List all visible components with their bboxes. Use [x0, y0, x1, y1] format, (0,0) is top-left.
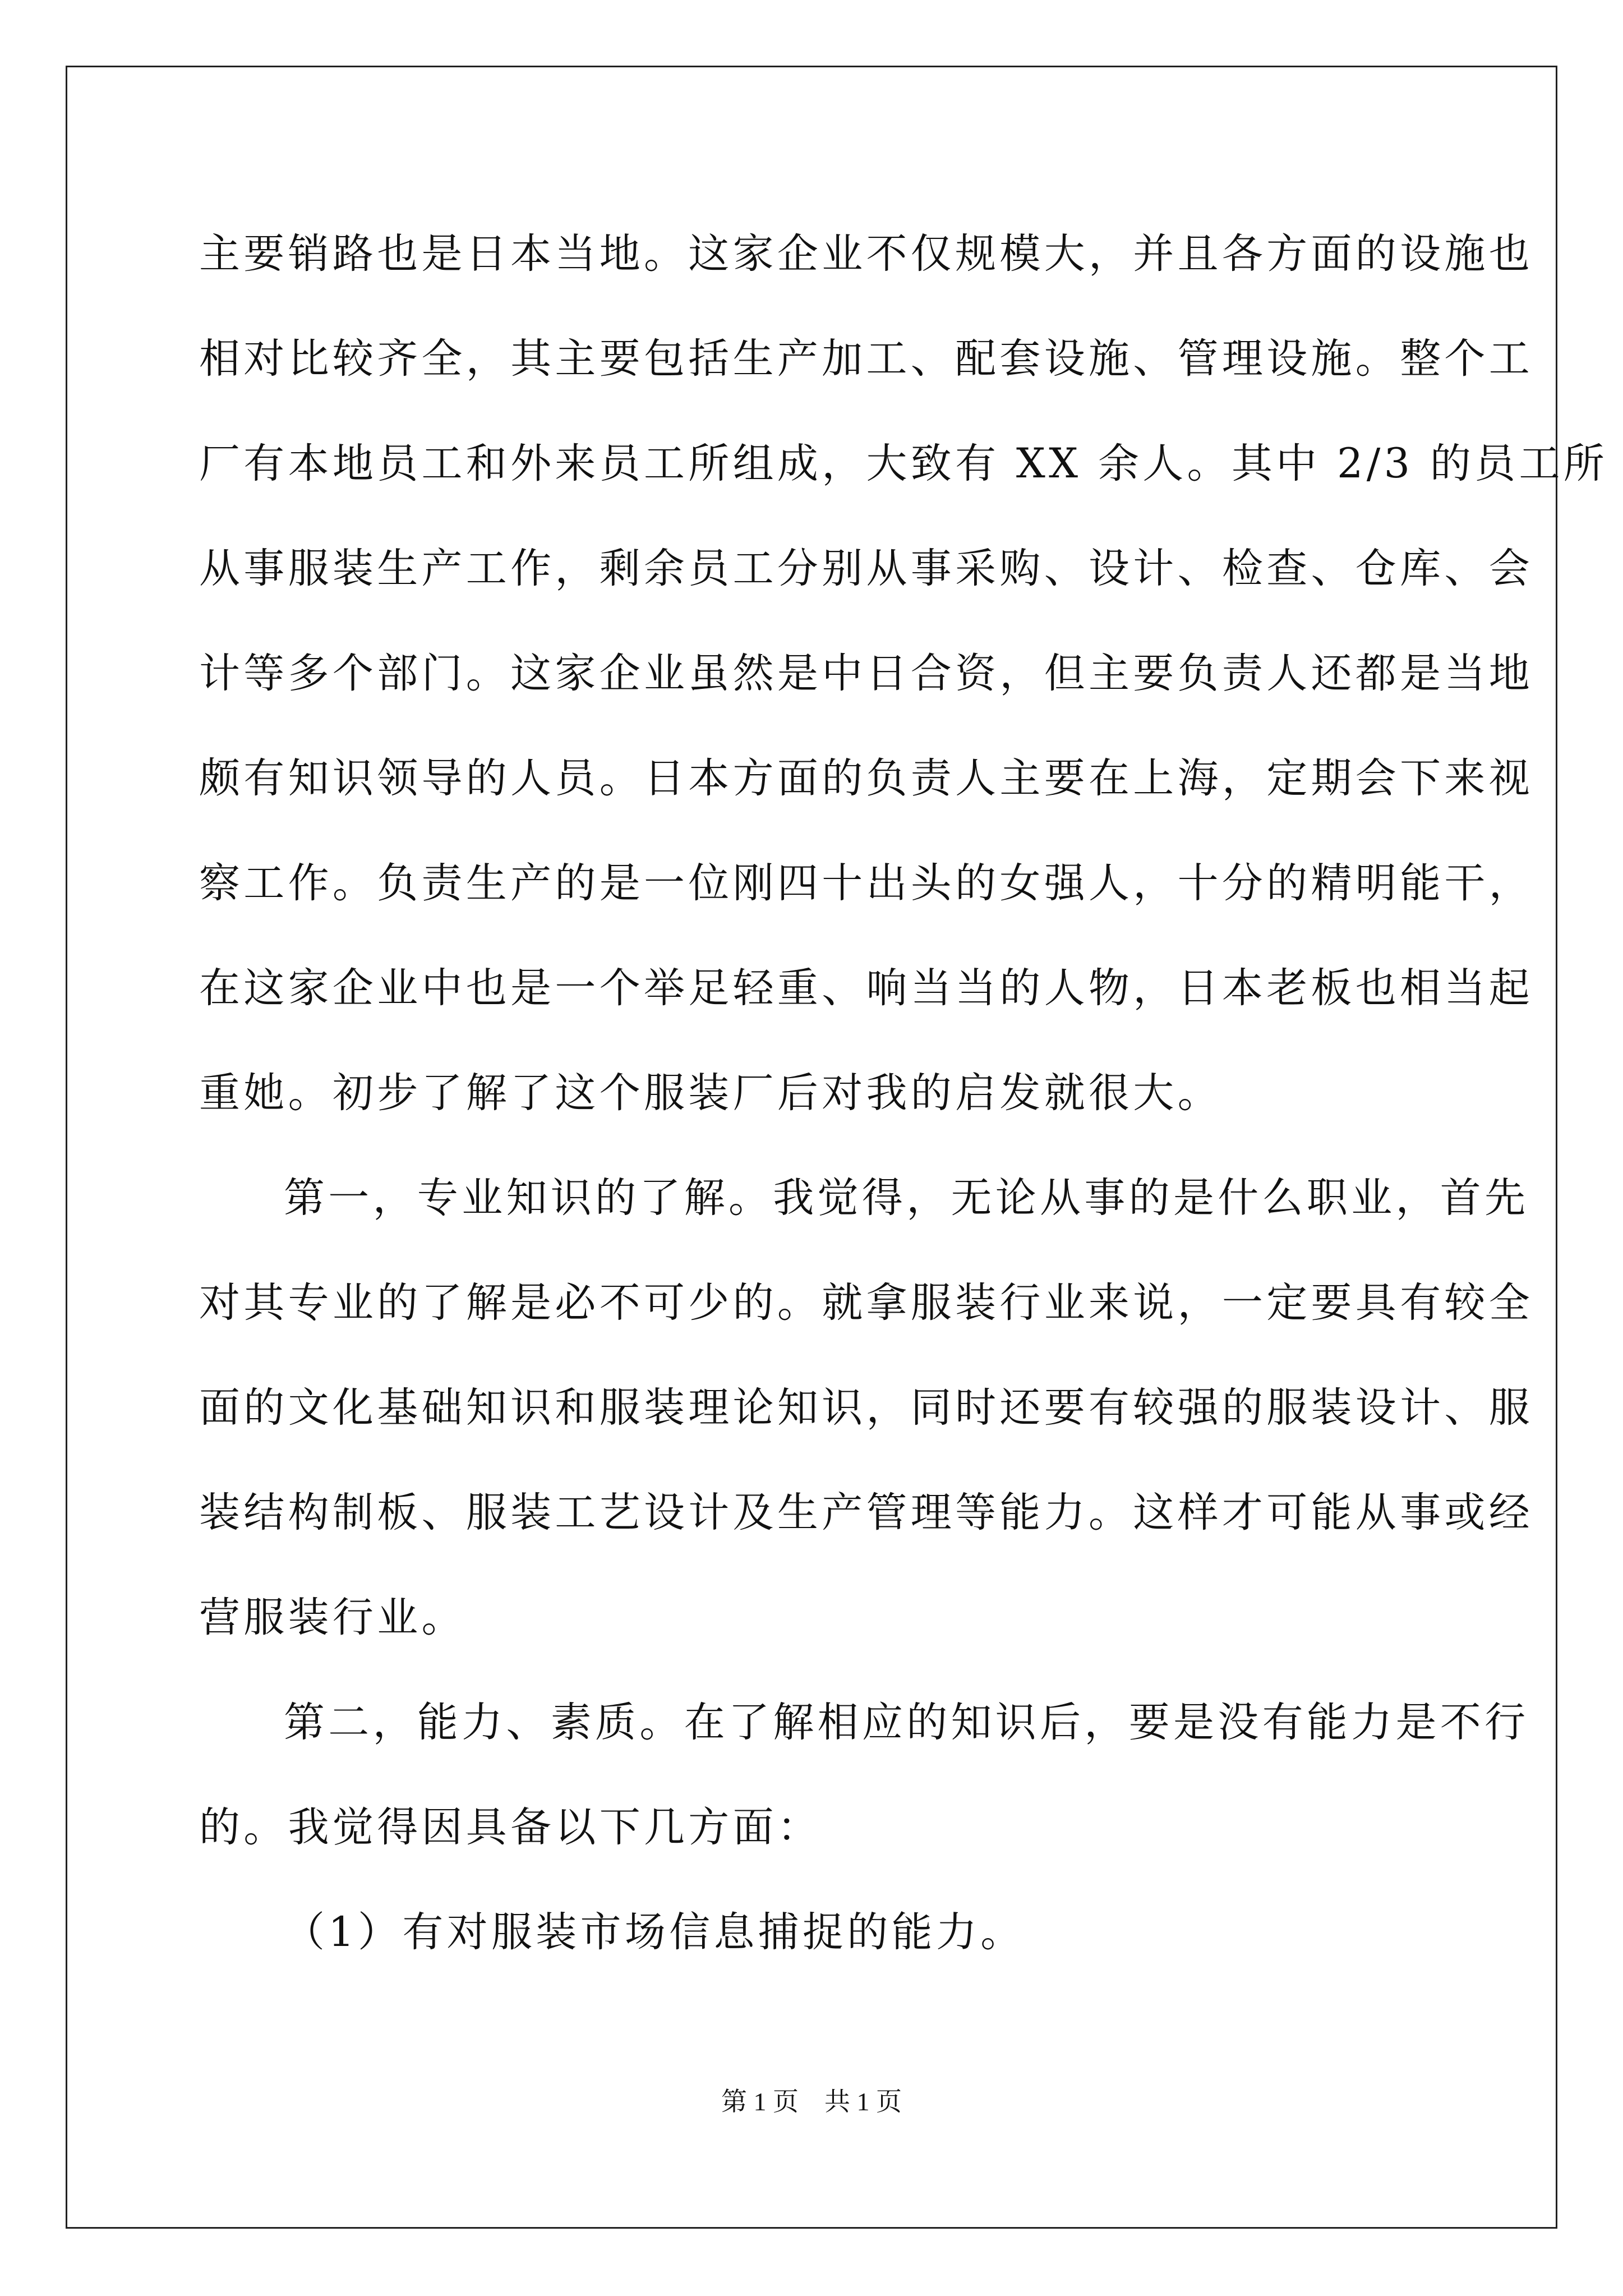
- text-line: 重她。初步了解了这个服装厂后对我的启发就很大。: [199, 1069, 1222, 1117]
- text-line: 面的文化基础知识和服装理论知识，同时还要有较强的服装设计、服: [199, 1384, 1533, 1432]
- text-line: 从事服装生产工作，剩余员工分别从事采购、设计、检查、仓库、会: [199, 545, 1533, 592]
- text-line: 装结构制板、服装工艺设计及生产管理等能力。这样才可能从事或经: [199, 1489, 1533, 1536]
- page-number-footer: 第 1 页 共 1 页: [721, 2087, 902, 2116]
- text-line: 主要销路也是日本当地。这家企业不仅规模大，并且各方面的设施也: [199, 230, 1533, 278]
- text-line: 察工作。负责生产的是一位刚四十出头的女强人，十分的精明能干，: [199, 859, 1533, 907]
- text-line: 在这家企业中也是一个举足轻重、响当当的人物，日本老板也相当起: [199, 964, 1533, 1012]
- text-line: 营服装行业。: [199, 1594, 466, 1641]
- text-line: 的。我觉得因具备以下几方面：: [199, 1803, 822, 1851]
- document-body: [199, 223, 1608, 2007]
- paragraph-first-line: 第一，专业知识的了解。我觉得，无论从事的是什么职业，首先: [284, 1174, 1529, 1222]
- paragraph-first-line: 第二，能力、素质。在了解相应的知识后，要是没有能力是不行: [284, 1699, 1529, 1746]
- text-line: 厂有本地员工和外来员工所组成，大致有 XX 余人。其中 2/3 的员工所: [199, 440, 1608, 487]
- text-line: 相对比较齐全，其主要包括生产加工、配套设施、管理设施。整个工: [199, 335, 1533, 383]
- text-line: 对其专业的了解是必不可少的。就拿服装行业来说，一定要具有较全: [199, 1279, 1533, 1327]
- list-item: （1）有对服装市场信息捕捉的能力。: [284, 1908, 1025, 1956]
- text-line: 计等多个部门。这家企业虽然是中日合资，但主要负责人还都是当地: [199, 650, 1533, 697]
- text-line: 颇有知识领导的人员。日本方面的负责人主要在上海，定期会下来视: [199, 754, 1533, 802]
